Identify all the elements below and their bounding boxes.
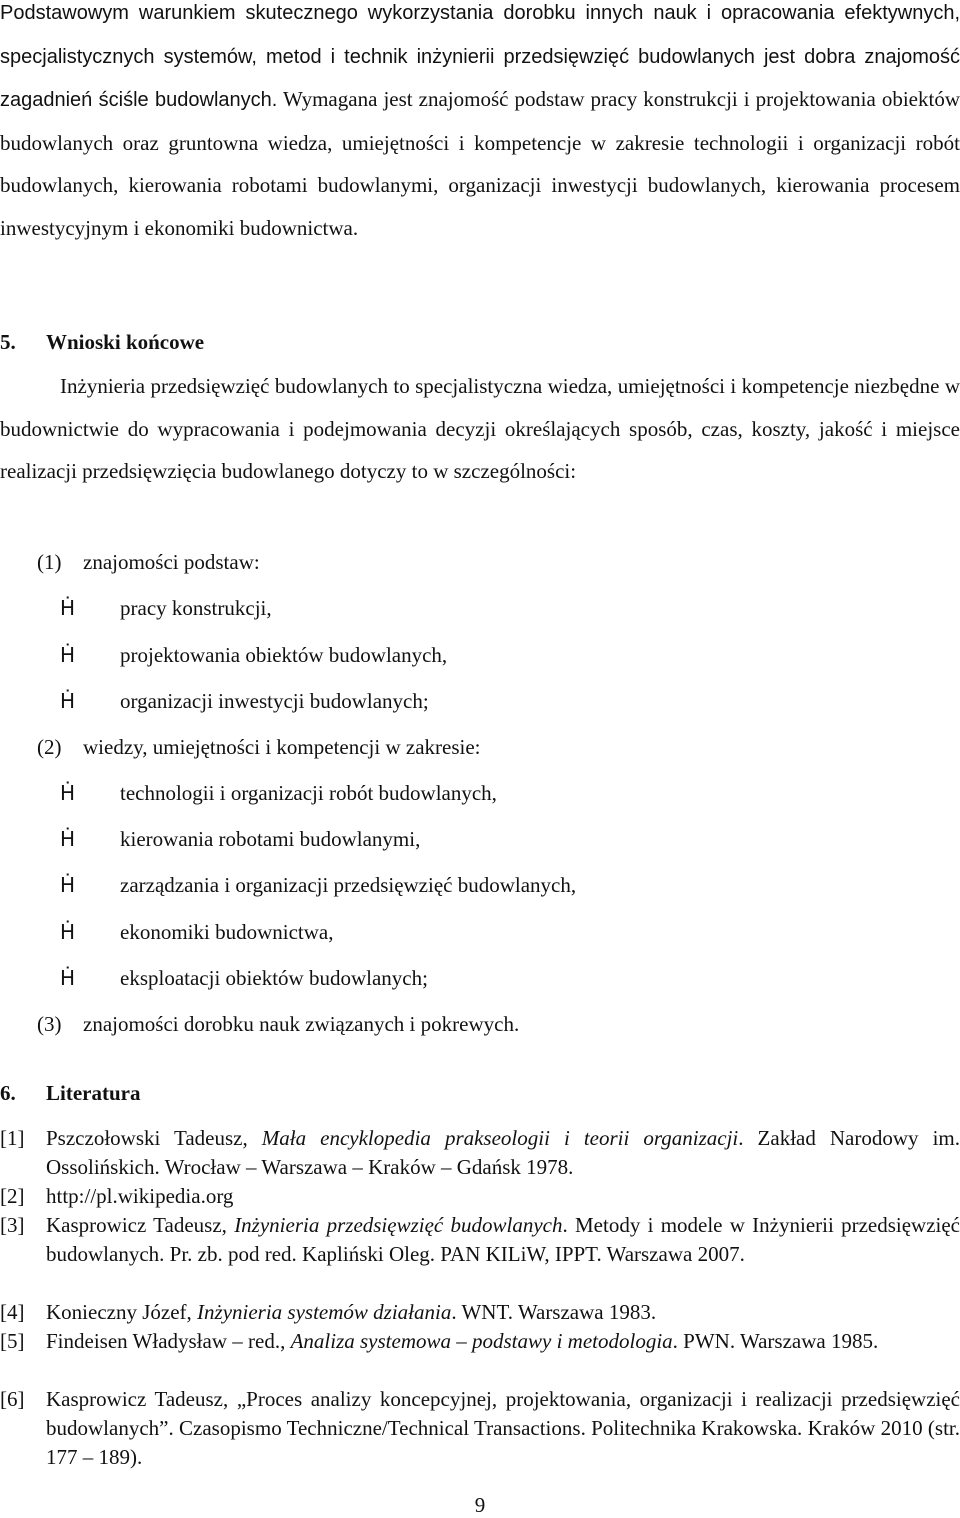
- list-item: Ḣ technologii i organizacji robót budowlanych,: [60, 781, 497, 805]
- bullet-icon: Ḣ: [60, 873, 76, 897]
- list-item: Ḣ projektowania obiektów budowlanych,: [60, 643, 448, 667]
- list-item: Ḣ eksploatacji obiektów budowlanych;: [60, 966, 428, 990]
- reference-number: [6]: [0, 1387, 25, 1411]
- bullet-icon: Ḣ: [60, 966, 76, 990]
- section-6-title: Literatura: [46, 1081, 141, 1105]
- intro-part1: Podstawowym warunkiem skutecznego wykorzystania dorobku innych nauk i opracowania efektywnych, specjalistycznych systemów, metod i technik inżynierii przedsięwzięć budowlanych jest dobra znajomość zagadnień ściśle budowlanych.: [0, 2, 960, 111]
- reference-5: [0, 1327, 960, 1356]
- section-5-number: 5.: [0, 330, 16, 354]
- list-marker: (3): [37, 1012, 62, 1036]
- list-marker: (2): [37, 735, 62, 759]
- list-label: znajomości podstaw:: [83, 550, 260, 574]
- reference-2: [0, 1182, 960, 1211]
- reference-text: Pszczołowski Tadeusz, Mała encyklopedia prakseologii i teorii organizacji. Zakład Narodowy im. Ossolińskich. Wrocław – Warszawa – Kraków – Gdańsk 1978.: [46, 1126, 960, 1179]
- bullet-icon: Ḣ: [60, 643, 76, 667]
- reference-number: [4]: [0, 1300, 25, 1324]
- intro-part2: Wymagana jest znajomość podstaw pracy konstrukcji i projektowania obiektów budowlanych oraz gruntowna wiedza, umiejętności i kompetencje w zakresie technologii i organizacji robót budowlanych, kierowania robotami budowlanymi, organizacji inwestycji budowlanych, kierowania procesem inwestycyjnym i ekonomiki budownictwa.: [0, 87, 960, 240]
- reference-1: [0, 1124, 960, 1182]
- section-5-paragraph: Inżynieria przedsięwzięć budowlanych to specjalistyczna wiedza, umiejętności i kompetencje niezbędne w budownictwie do wypracowania i podejmowania decyzji określających sposób, czas, koszty, jakość i miejsce realizacji przedsięwzięcia budowlanego dotyczy to w szczególności:: [0, 374, 960, 483]
- list-item: Ḣ zarządzania i organizacji przedsięwzięć budowlanych,: [60, 873, 577, 897]
- reference-6: [0, 1385, 960, 1472]
- reference-3: [0, 1211, 960, 1269]
- list-item: Ḣ ekonomiki budownictwa,: [60, 920, 334, 944]
- reference-text: Konieczny Józef, Inżynieria systemów działania. WNT. Warszawa 1983.: [46, 1300, 657, 1324]
- page-number: 9: [474, 1493, 486, 1517]
- section-6-number: 6.: [0, 1081, 16, 1105]
- reference-number: [3]: [0, 1213, 25, 1237]
- list-group-2: [37, 735, 481, 760]
- list-item: Ḣ pracy konstrukcji,: [60, 596, 272, 620]
- reference-4: [0, 1298, 960, 1327]
- list-label: wiedzy, umiejętności i kompetencji w zakresie:: [83, 735, 481, 759]
- list-marker: (1): [37, 550, 62, 574]
- bullet-icon: Ḣ: [60, 827, 76, 851]
- reference-number: [1]: [0, 1126, 25, 1150]
- list-label: znajomości dorobku nauk związanych i pokrewych.: [83, 1012, 520, 1036]
- bullet-icon: Ḣ: [60, 781, 76, 805]
- reference-link[interactable]: http://pl.wikipedia.org: [46, 1184, 234, 1208]
- list-group-3: [37, 1012, 519, 1037]
- reference-number: [2]: [0, 1184, 25, 1208]
- list-group-1: [37, 550, 260, 575]
- list-item: Ḣ organizacji inwestycji budowlanych;: [60, 689, 429, 713]
- reference-number: [5]: [0, 1329, 25, 1353]
- reference-text: Kasprowicz Tadeusz, Inżynieria przedsięwzięć budowlanych. Metody i modele w Inżynierii przedsięwzięć budowlanych. Pr. zb. pod red. Kapliński Oleg. PAN KILiW, IPPT. Warszawa 2007.: [46, 1213, 960, 1266]
- reference-text: Findeisen Władysław – red., Analiza systemowa – podstawy i metodologia. PWN. Warszawa 1985.: [46, 1329, 879, 1353]
- bullet-icon: Ḣ: [60, 689, 76, 713]
- section-5-heading: [0, 330, 204, 355]
- list-item: Ḣ kierowania robotami budowlanymi,: [60, 827, 421, 851]
- bullet-icon: Ḣ: [60, 596, 76, 620]
- reference-text: Kasprowicz Tadeusz, „Proces analizy koncepcyjnej, projektowania, organizacji i realizacji przedsięwzięć budowlanych”. Czasopismo Techniczne/Technical Transactions. Politechnika Krakowska. Kraków 2010 (str. 177 – 189).: [46, 1387, 960, 1469]
- intro-paragraph: [0, 0, 960, 249]
- section-5-title: Wnioski końcowe: [46, 330, 205, 354]
- bullet-icon: Ḣ: [60, 920, 76, 944]
- section-6-heading: [0, 1081, 140, 1106]
